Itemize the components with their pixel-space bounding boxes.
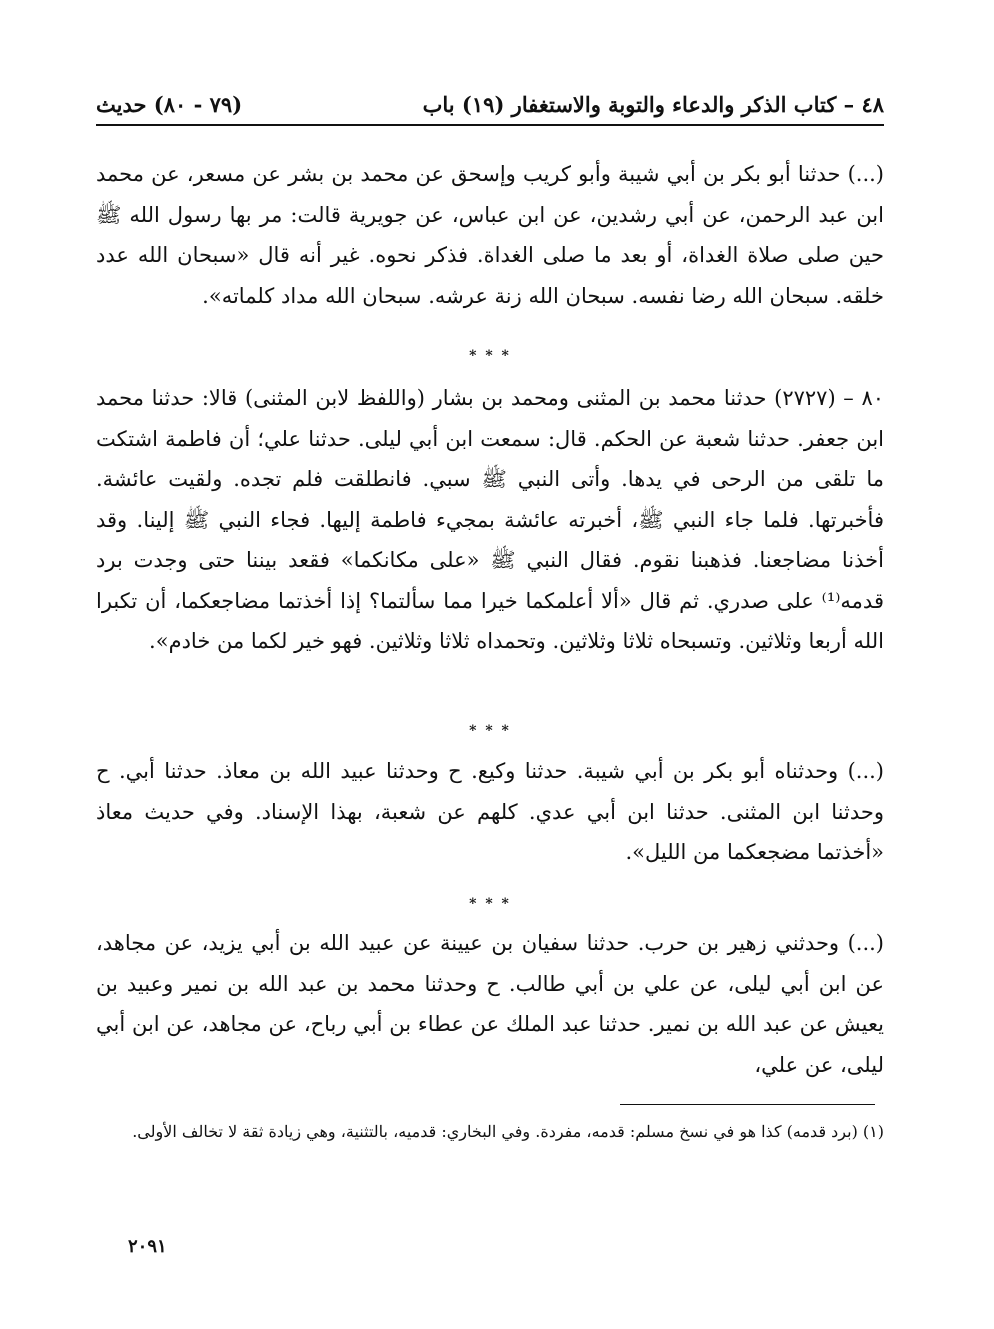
section-separator: * * * bbox=[469, 348, 511, 364]
section-separator: * * * bbox=[469, 723, 511, 739]
hadith-paragraph: (...) وحدثني زهير بن حرب. حدثنا سفيان بن عيينة عن عبيد الله بن أبي يزيد، عن مجاهد، عن ابن أبي ليلى، عن علي بن أبي طالب. ح وحدثنا محمد بن عبد الله بن نمير وعبيد بن يعيش عن عبد الله بن نمير. حدثنا عبد الملك عن عطاء بن أبي رباح، عن مجاهد، عن ابن أبي ليلى، عن علي، bbox=[96, 931, 884, 1077]
section-separator: * * * bbox=[469, 896, 511, 912]
footnote-rule bbox=[620, 1104, 875, 1105]
hadith-paragraph: (...) حدثنا أبو بكر بن أبي شيبة وأبو كريب وإسحق عن محمد بن بشر عن مسعر، عن محمد ابن عبد الرحمن، عن أبي رشدين، عن ابن عباس، عن جويرية قالت: مر بها رسول الله ﷺ حين صلى صلاة الغداة، أو بعد ما صلى الغداة. فذكر نحوه. غير أنه قال «سبحان الله عدد خلقه. سبحان الله رضا نفسه. سبحان الله زنة عرشه. سبحان الله مداد كلماته». bbox=[96, 162, 884, 308]
footnote: (١) (برد قدمه) كذا هو في نسخ مسلم: قدمه، مفردة. وفي البخاري: قدميه، بالتثنية، وهي زيادة ثقة لا تخالف الأولى. bbox=[132, 1122, 884, 1141]
header-chapter-title: ٤٨ – كتاب الذكر والدعاء والتوبة والاستغفار (١٩) باب bbox=[422, 91, 884, 117]
hadith-paragraph: ٨٠ – (٢٧٢٧) حدثنا محمد بن المثنى ومحمد بن بشار (واللفظ لابن المثنى) قالا: حدثنا محمد ابن جعفر. حدثنا شعبة عن الحكم. قال: سمعت ابن أبي ليلى. حدثنا علي؛ أن فاطمة اشتكت ما تلقى من الرحى في يدها. وأتى النبي ﷺ سبي. فانطلقت فلم تجده. ولقيت عائشة. فأخبرتها. فلما جاء النبي ﷺ، أخبرته عائشة بمجيء فاطمة إليها. فجاء النبي ﷺ إلينا. وقد أخذنا مضاجعنا. فذهبنا نقوم. فقال النبي ﷺ «على مكانكما» فقعد بيننا حتى وجدت برد قدمه⁽¹⁾ على صدري. ثم قال «ألا أعلمكما خيرا مما سألتما؟ إذا أخذتما مضاجعكما، أن تكبرا الله أربعا وثلاثين. وتسبحاه ثلاثا وثلاثين. وتحمداه ثلاثا وثلاثين. فهو خير لكما من خادم». bbox=[96, 386, 884, 653]
hadith-paragraph: (...) وحدثناه أبو بكر بن أبي شيبة. حدثنا وكيع. ح وحدثنا عبيد الله بن معاذ. حدثنا أبي. ح وحدثنا ابن المثنى. حدثنا ابن أبي عدي. كلهم عن شعبة، بهذا الإسناد. وفي حديث معاذ «أخذتما مضجعكما من الليل». bbox=[96, 759, 884, 864]
page-number: ٢٠٩١ bbox=[128, 1236, 167, 1257]
running-header bbox=[96, 84, 884, 124]
header-rule bbox=[96, 124, 884, 126]
header-hadith-range: (٧٩ - ٨٠) حديث bbox=[96, 91, 243, 117]
